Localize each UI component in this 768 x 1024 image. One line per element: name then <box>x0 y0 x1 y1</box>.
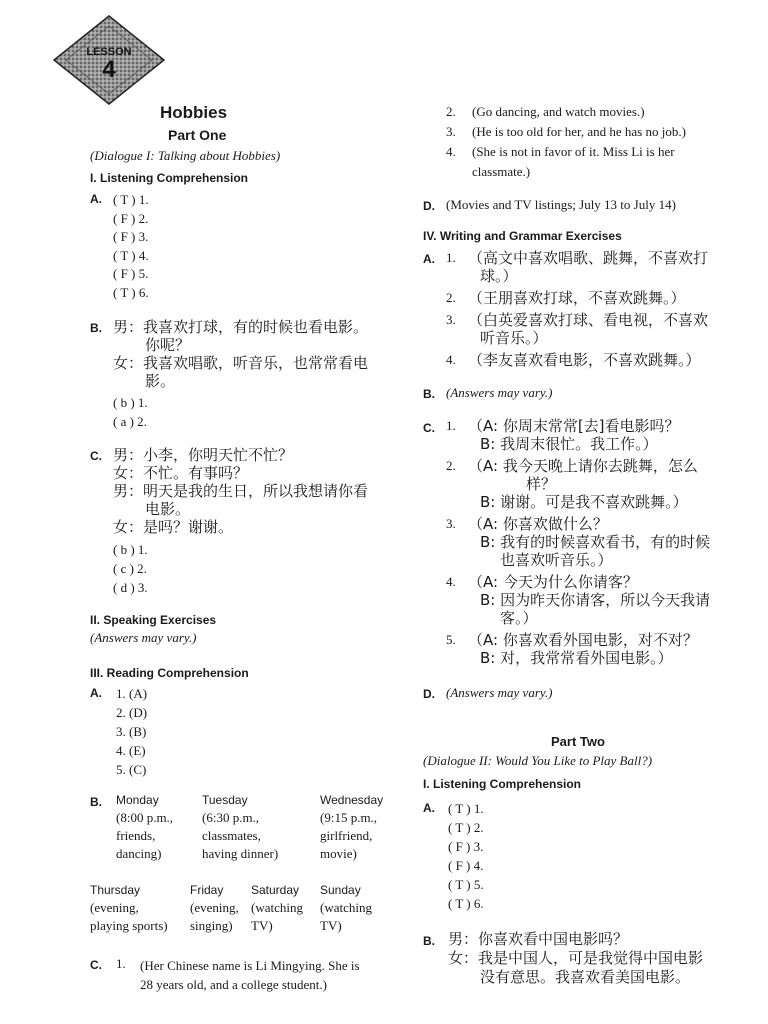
speaker-a-line: （A: 你周末常常[去]看电影吗？ <box>468 417 680 435</box>
item-number: 2. <box>446 290 456 305</box>
speaker-a-line: （A: 你喜欢看外国电影，对不对？ <box>468 631 698 649</box>
text-line: (Her Chinese name is Li Mingying. She is <box>140 958 360 973</box>
day-name: Tuesday <box>202 793 248 807</box>
reading-d-text: (Movies and TV listings; July 13 to July 14) <box>446 197 676 212</box>
schedule-day <box>320 793 383 863</box>
speaker-a-line: （A: 我今天晚上请你去跳舞，怎么 <box>468 457 698 475</box>
dialogue-line: 男：你喜欢看中国电影吗？ <box>448 930 629 948</box>
lesson-number: 4 <box>102 56 116 83</box>
listening-a-list <box>113 191 149 303</box>
item-letter-b: B. <box>90 321 102 335</box>
day-name: Friday <box>190 883 224 897</box>
speaker-b-line: 客。） <box>500 609 538 627</box>
section-listening-2: I. Listening Comprehension <box>423 777 582 791</box>
dialogue-line: 女：不忙。有事吗？ <box>113 464 249 482</box>
list-item: 4. (E) <box>116 743 146 758</box>
reading-a-list <box>116 684 147 779</box>
item-letter-d: D. <box>423 687 435 701</box>
item-text: （高文中喜欢唱歌、跳舞，不喜欢打 <box>468 249 709 267</box>
item-text: (Go dancing, and watch movies.) <box>472 104 645 119</box>
speaker-b-line: 也喜欢听音乐。） <box>500 551 613 569</box>
list-item: ( T ) 1. <box>448 801 484 816</box>
list-item: ( F ) 4. <box>448 858 484 873</box>
list-item <box>446 573 710 627</box>
list-item: ( T ) 5. <box>448 877 484 892</box>
day-detail: classmates, <box>202 828 261 843</box>
item-letter-c: C. <box>90 449 102 463</box>
list-item <box>446 311 708 347</box>
part-two-dialogue <box>448 930 703 987</box>
day-detail: (evening, <box>90 900 139 915</box>
schedule-day <box>90 883 168 935</box>
list-item <box>446 417 710 453</box>
item-letter-a: A. <box>90 686 102 700</box>
b-answers <box>113 393 148 431</box>
list-item <box>446 102 686 122</box>
part-two-a-list <box>448 799 484 913</box>
item-text: （王朋喜欢打球，不喜欢跳舞。） <box>468 289 686 307</box>
list-item: ( c ) 2. <box>113 561 147 576</box>
day-detail: (8:00 p.m., <box>116 810 174 825</box>
section-writing: IV. Writing and Grammar Exercises <box>423 229 622 243</box>
schedule-day <box>251 883 303 935</box>
list-item: ( T ) 6. <box>113 284 149 300</box>
day-detail: movie) <box>320 846 357 861</box>
item-text: （白英爱喜欢打球、看电视，不喜欢 <box>468 311 709 329</box>
day-detail: (watching <box>320 900 372 915</box>
speaker-b-line: B: 我有的时候喜欢看书，有的时候 <box>480 533 711 551</box>
list-item <box>446 122 686 142</box>
day-detail: (9:15 p.m., <box>320 810 378 825</box>
item-number: 1. <box>446 418 456 433</box>
dialogue-b <box>113 318 368 390</box>
item-letter-a: A. <box>423 252 435 266</box>
schedule-day <box>202 793 278 863</box>
item-number: 3. <box>446 312 456 327</box>
schedule-day <box>116 793 173 863</box>
section-reading: III. Reading Comprehension <box>90 666 249 680</box>
list-item: ( T ) 1. <box>113 192 149 207</box>
dialogue-line: 你呢？ <box>145 336 191 354</box>
item-number: 4. <box>446 574 456 589</box>
dialogue-two-title: (Dialogue II: Would You Like to Play Ball?) <box>423 753 653 768</box>
item-number: 2. <box>446 458 456 473</box>
speaker-a-line: 样？ <box>526 475 557 493</box>
list-item: ( T ) 2. <box>448 820 484 835</box>
item-text: (She is not in favor of it. Miss Li is her <box>472 144 675 159</box>
day-name: Sunday <box>320 883 361 897</box>
day-detail: dancing) <box>116 846 162 861</box>
list-item <box>446 515 710 569</box>
list-item <box>446 631 710 667</box>
speaker-a-line: （A: 今天为什么你请客？ <box>468 573 638 591</box>
day-detail: friends, <box>116 828 156 843</box>
day-name: Monday <box>116 793 159 807</box>
day-detail: girlfriend, <box>320 828 373 843</box>
list-item: ( b ) 1. <box>113 395 148 410</box>
dialogue-line: 男：我喜欢打球，有的时候也看电影。 <box>113 318 369 336</box>
list-item: ( a ) 2. <box>113 414 147 429</box>
list-item: 2. (D) <box>116 705 148 720</box>
list-item: ( b ) 1. <box>113 542 148 557</box>
item-letter-c: C. <box>423 421 435 435</box>
list-item <box>446 249 708 285</box>
dialogue-line: 电影。 <box>145 500 191 518</box>
day-detail: playing sports) <box>90 918 168 933</box>
section-speaking: II. Speaking Exercises <box>90 613 217 627</box>
item-number: 3. <box>446 124 456 139</box>
day-detail: singing) <box>190 918 233 933</box>
list-item: 1. (A) <box>116 686 148 701</box>
list-item: ( F ) 3. <box>448 839 484 854</box>
speaker-b-line: B: 因为昨天你请客，所以今天我请 <box>480 591 711 609</box>
item-letter-a: A. <box>90 192 102 206</box>
reading-c-text <box>140 956 360 994</box>
schedule-day <box>320 883 372 935</box>
day-name: Saturday <box>251 883 300 897</box>
speaker-b-line: B: 谢谢。可是我不喜欢跳舞。） <box>480 493 688 511</box>
writing-a-list <box>446 249 708 369</box>
day-detail: TV) <box>320 918 342 933</box>
item-number: 4. <box>446 352 456 367</box>
list-item: ( T ) 6. <box>448 896 484 911</box>
list-item: ( T ) 4. <box>113 247 149 263</box>
dialogue-line: 男：明天是我的生日，所以我想请你看 <box>113 482 369 500</box>
lesson-label: LESSON <box>86 46 132 58</box>
text-line: 28 years old, and a college student.) <box>140 977 327 992</box>
day-name: Wednesday <box>320 793 384 807</box>
item-text: (He is too old for her, and he has no job.) <box>472 124 686 139</box>
c-answers <box>113 540 148 597</box>
item-number: 1. <box>446 250 456 265</box>
item-letter-b: B. <box>90 795 102 809</box>
speaker-a-line: （A: 你喜欢做什么？ <box>468 515 608 533</box>
item-letter-b: B. <box>423 934 435 948</box>
speaker-b-line: B: 对，我常常看外国电影。） <box>480 649 673 667</box>
item-letter-b: B. <box>423 387 435 401</box>
item-letter-c: C. <box>90 958 102 972</box>
reading-c-num: 1. <box>116 956 126 971</box>
item-number: 5. <box>446 632 456 647</box>
dialogue-one-title: (Dialogue I: Talking about Hobbies) <box>90 148 281 163</box>
answers-vary-note: (Answers may vary.) <box>446 385 553 400</box>
dialogue-line: 男：小李，你明天忙不忙？ <box>113 446 294 464</box>
dialogue-line: 女：我是中国人，可是我觉得中国电影 <box>448 949 704 967</box>
day-name: Thursday <box>90 883 141 897</box>
list-item: ( F ) 2. <box>113 210 149 226</box>
item-text: 球。） <box>480 267 518 285</box>
list-item: ( F ) 3. <box>113 229 149 245</box>
answers-vary-note: (Answers may vary.) <box>90 630 197 645</box>
day-detail: (evening, <box>190 900 239 915</box>
dialogue-line: 女：我喜欢唱歌，听音乐，也常常看电 <box>113 354 369 372</box>
list-item <box>446 289 708 307</box>
item-number: 2. <box>446 104 456 119</box>
day-detail: (6:30 p.m., <box>202 810 260 825</box>
list-item <box>446 142 686 182</box>
list-item: ( F ) 5. <box>113 266 149 282</box>
dialogue-line: 影。 <box>145 372 176 390</box>
part-two-heading: Part Two <box>551 734 605 749</box>
lesson-badge <box>52 14 166 106</box>
day-detail: TV) <box>251 918 273 933</box>
reading-c-continued <box>446 102 686 182</box>
day-detail: having dinner) <box>202 846 279 861</box>
writing-c-list <box>446 417 710 667</box>
item-text: 听音乐。） <box>480 329 548 347</box>
list-item <box>446 457 710 511</box>
section-listening-1: I. Listening Comprehension <box>90 171 249 185</box>
item-text: （李友喜欢看电影，不喜欢跳舞。） <box>468 351 701 369</box>
dialogue-line: 女：是吗？谢谢。 <box>113 518 234 536</box>
list-item: ( d ) 3. <box>113 580 148 595</box>
dialogue-c <box>113 446 368 536</box>
item-letter-d: D. <box>423 199 435 213</box>
list-item: 5. (C) <box>116 762 147 777</box>
list-item <box>446 351 708 369</box>
item-number: 4. <box>446 144 456 159</box>
item-text: classmate.) <box>472 164 531 179</box>
dialogue-line: 没有意思。我喜欢看美国电影。 <box>480 968 691 986</box>
answers-vary-note: (Answers may vary.) <box>446 685 553 700</box>
schedule-day <box>190 883 239 935</box>
page-title: Hobbies <box>160 103 228 122</box>
part-one-heading: Part One <box>168 127 227 143</box>
day-detail: (watching <box>251 900 303 915</box>
item-letter-a: A. <box>423 801 435 815</box>
item-number: 3. <box>446 516 456 531</box>
list-item: 3. (B) <box>116 724 147 739</box>
speaker-b-line: B: 我周末很忙。我工作。） <box>480 435 658 453</box>
